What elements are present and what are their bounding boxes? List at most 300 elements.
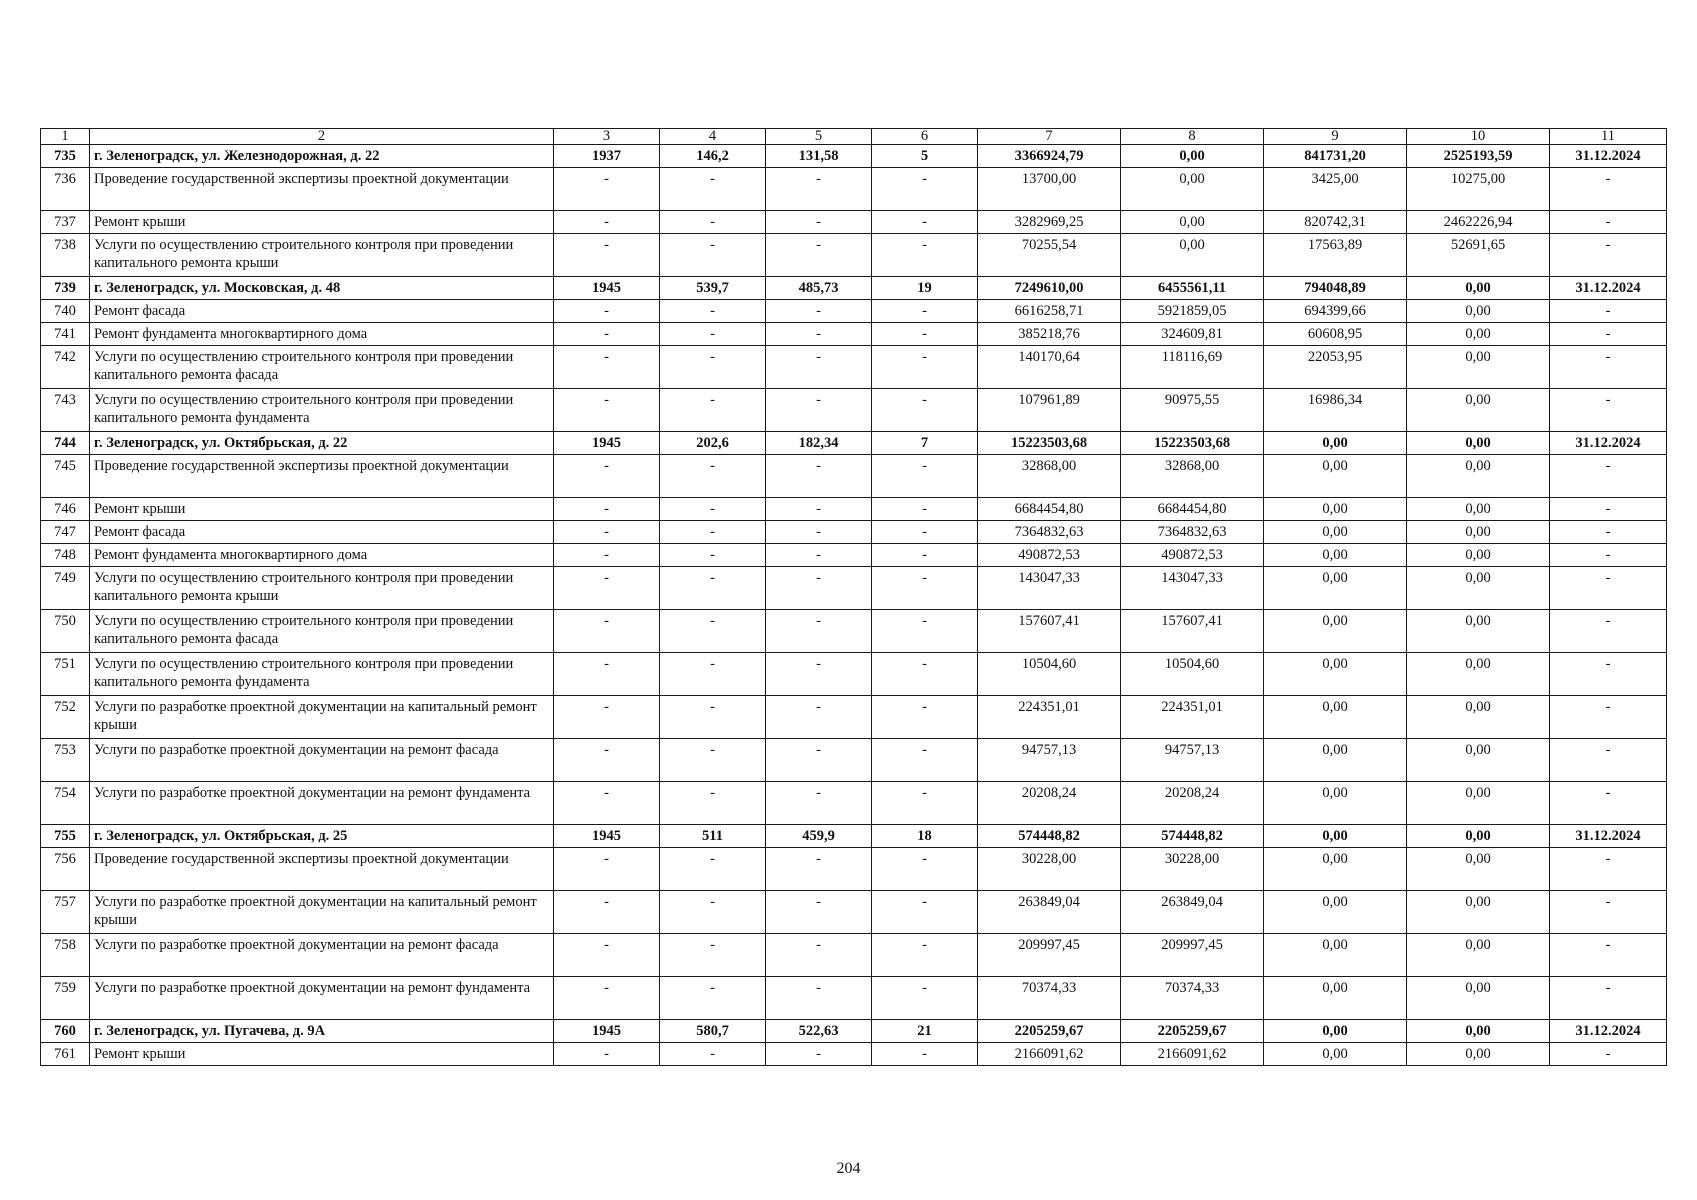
deadline-cell: - <box>1550 891 1667 934</box>
page-number: 204 <box>836 1160 861 1177</box>
year-cell: - <box>554 653 660 696</box>
other-cost-cell: 0,00 <box>1407 653 1550 696</box>
table-row <box>41 739 1667 782</box>
address-row <box>41 145 1667 168</box>
other-cost-cell: 52691,65 <box>1407 234 1550 277</box>
description-cell: Услуги по осуществлению строительного контроля при проведении капитального ремонта фундамента <box>90 389 554 432</box>
other-cost-cell: 0,00 <box>1407 498 1550 521</box>
deadline-cell: - <box>1550 544 1667 567</box>
fund-cost-cell: 574448,82 <box>1121 825 1264 848</box>
address-row <box>41 1020 1667 1043</box>
deadline-cell: - <box>1550 323 1667 346</box>
row-number-cell: 755 <box>41 825 90 848</box>
owner-cost-cell: 16986,34 <box>1264 389 1407 432</box>
total-area-cell: - <box>660 848 766 891</box>
year-cell: - <box>554 1043 660 1066</box>
other-cost-cell: 0,00 <box>1407 455 1550 498</box>
residents-cell: - <box>872 934 978 977</box>
deadline-cell: 31.12.2024 <box>1550 1020 1667 1043</box>
year-cell: 1945 <box>554 825 660 848</box>
owner-cost-cell: 694399,66 <box>1264 300 1407 323</box>
fund-cost-cell: 490872,53 <box>1121 544 1264 567</box>
other-cost-cell: 0,00 <box>1407 277 1550 300</box>
row-number-cell: 756 <box>41 848 90 891</box>
living-area-cell: - <box>766 1043 872 1066</box>
fund-cost-cell: 20208,24 <box>1121 782 1264 825</box>
living-area-cell: - <box>766 346 872 389</box>
total-cost-cell: 30228,00 <box>978 848 1121 891</box>
row-number-cell: 758 <box>41 934 90 977</box>
deadline-cell: - <box>1550 567 1667 610</box>
deadline-cell: - <box>1550 782 1667 825</box>
living-area-cell: - <box>766 848 872 891</box>
other-cost-cell: 0,00 <box>1407 848 1550 891</box>
living-area-cell: 522,63 <box>766 1020 872 1043</box>
deadline-cell: - <box>1550 977 1667 1020</box>
residents-cell: - <box>872 1043 978 1066</box>
year-cell: - <box>554 521 660 544</box>
row-number-cell: 735 <box>41 145 90 168</box>
other-cost-cell: 0,00 <box>1407 825 1550 848</box>
living-area-cell: - <box>766 977 872 1020</box>
year-cell: - <box>554 544 660 567</box>
living-area-cell: - <box>766 455 872 498</box>
table-row <box>41 498 1667 521</box>
total-cost-cell: 574448,82 <box>978 825 1121 848</box>
other-cost-cell: 0,00 <box>1407 934 1550 977</box>
column-header: 9 <box>1264 129 1407 145</box>
column-header: 7 <box>978 129 1121 145</box>
other-cost-cell: 0,00 <box>1407 432 1550 455</box>
table-row <box>41 977 1667 1020</box>
other-cost-cell: 2462226,94 <box>1407 211 1550 234</box>
year-cell: - <box>554 168 660 211</box>
other-cost-cell: 0,00 <box>1407 610 1550 653</box>
year-cell: - <box>554 300 660 323</box>
living-area-cell: 182,34 <box>766 432 872 455</box>
row-number-cell: 743 <box>41 389 90 432</box>
living-area-cell: 485,73 <box>766 277 872 300</box>
total-cost-cell: 7364832,63 <box>978 521 1121 544</box>
fund-cost-cell: 6455561,11 <box>1121 277 1264 300</box>
total-area-cell: - <box>660 168 766 211</box>
total-area-cell: - <box>660 1043 766 1066</box>
other-cost-cell: 0,00 <box>1407 300 1550 323</box>
owner-cost-cell: 0,00 <box>1264 1043 1407 1066</box>
owner-cost-cell: 17563,89 <box>1264 234 1407 277</box>
total-cost-cell: 3282969,25 <box>978 211 1121 234</box>
total-area-cell: - <box>660 455 766 498</box>
living-area-cell: - <box>766 934 872 977</box>
row-number-cell: 736 <box>41 168 90 211</box>
fund-cost-cell: 7364832,63 <box>1121 521 1264 544</box>
description-cell: Услуги по осуществлению строительного контроля при проведении капитального ремонта крыши <box>90 567 554 610</box>
row-number-cell: 737 <box>41 211 90 234</box>
fund-cost-cell: 30228,00 <box>1121 848 1264 891</box>
total-area-cell: - <box>660 696 766 739</box>
owner-cost-cell: 0,00 <box>1264 567 1407 610</box>
other-cost-cell: 0,00 <box>1407 323 1550 346</box>
owner-cost-cell: 0,00 <box>1264 653 1407 696</box>
deadline-cell: 31.12.2024 <box>1550 277 1667 300</box>
owner-cost-cell: 820742,31 <box>1264 211 1407 234</box>
table-row <box>41 521 1667 544</box>
row-number-cell: 745 <box>41 455 90 498</box>
deadline-cell: - <box>1550 1043 1667 1066</box>
fund-cost-cell: 10504,60 <box>1121 653 1264 696</box>
owner-cost-cell: 0,00 <box>1264 848 1407 891</box>
row-number-cell: 753 <box>41 739 90 782</box>
table-row <box>41 168 1667 211</box>
total-cost-cell: 143047,33 <box>978 567 1121 610</box>
year-cell: 1945 <box>554 432 660 455</box>
description-cell: Услуги по разработке проектной документации на ремонт фасада <box>90 934 554 977</box>
total-area-cell: - <box>660 234 766 277</box>
other-cost-cell: 0,00 <box>1407 891 1550 934</box>
total-cost-cell: 94757,13 <box>978 739 1121 782</box>
deadline-cell: - <box>1550 211 1667 234</box>
living-area-cell: - <box>766 234 872 277</box>
total-area-cell: 539,7 <box>660 277 766 300</box>
total-cost-cell: 157607,41 <box>978 610 1121 653</box>
description-cell: Ремонт крыши <box>90 211 554 234</box>
description-cell: г. Зеленоградск, ул. Московская, д. 48 <box>90 277 554 300</box>
owner-cost-cell: 0,00 <box>1264 977 1407 1020</box>
year-cell: - <box>554 739 660 782</box>
year-cell: - <box>554 934 660 977</box>
total-area-cell: - <box>660 346 766 389</box>
residents-cell: - <box>872 455 978 498</box>
other-cost-cell: 0,00 <box>1407 1043 1550 1066</box>
year-cell: - <box>554 977 660 1020</box>
table-row <box>41 696 1667 739</box>
residents-cell: - <box>872 346 978 389</box>
owner-cost-cell: 841731,20 <box>1264 145 1407 168</box>
total-cost-cell: 209997,45 <box>978 934 1121 977</box>
table-row <box>41 389 1667 432</box>
total-cost-cell: 224351,01 <box>978 696 1121 739</box>
total-cost-cell: 20208,24 <box>978 782 1121 825</box>
owner-cost-cell: 0,00 <box>1264 610 1407 653</box>
fund-cost-cell: 94757,13 <box>1121 739 1264 782</box>
residents-cell: - <box>872 739 978 782</box>
table-row <box>41 934 1667 977</box>
description-cell: Услуги по разработке проектной документации на ремонт фасада <box>90 739 554 782</box>
deadline-cell: - <box>1550 653 1667 696</box>
owner-cost-cell: 0,00 <box>1264 739 1407 782</box>
residents-cell: - <box>872 323 978 346</box>
owner-cost-cell: 3425,00 <box>1264 168 1407 211</box>
total-cost-cell: 2205259,67 <box>978 1020 1121 1043</box>
total-cost-cell: 385218,76 <box>978 323 1121 346</box>
owner-cost-cell: 0,00 <box>1264 934 1407 977</box>
row-number-cell: 742 <box>41 346 90 389</box>
total-cost-cell: 140170,64 <box>978 346 1121 389</box>
total-area-cell: 146,2 <box>660 145 766 168</box>
description-cell: г. Зеленоградск, ул. Октябрьская, д. 22 <box>90 432 554 455</box>
description-cell: г. Зеленоградск, ул. Железнодорожная, д. 22 <box>90 145 554 168</box>
table-row <box>41 346 1667 389</box>
owner-cost-cell: 0,00 <box>1264 1020 1407 1043</box>
fund-cost-cell: 0,00 <box>1121 168 1264 211</box>
column-number-header-row <box>41 129 1667 145</box>
fund-cost-cell: 90975,55 <box>1121 389 1264 432</box>
residents-cell: - <box>872 498 978 521</box>
total-area-cell: - <box>660 521 766 544</box>
description-cell: Услуги по разработке проектной документации на капитальный ремонт крыши <box>90 696 554 739</box>
total-cost-cell: 2166091,62 <box>978 1043 1121 1066</box>
table-body <box>41 129 1667 1066</box>
table-row <box>41 891 1667 934</box>
other-cost-cell: 2525193,59 <box>1407 145 1550 168</box>
owner-cost-cell: 0,00 <box>1264 432 1407 455</box>
year-cell: - <box>554 696 660 739</box>
other-cost-cell: 0,00 <box>1407 346 1550 389</box>
other-cost-cell: 0,00 <box>1407 389 1550 432</box>
row-number-cell: 741 <box>41 323 90 346</box>
description-cell: Услуги по осуществлению строительного контроля при проведении капитального ремонта фасада <box>90 610 554 653</box>
fund-cost-cell: 157607,41 <box>1121 610 1264 653</box>
living-area-cell: - <box>766 323 872 346</box>
row-number-cell: 747 <box>41 521 90 544</box>
column-header: 2 <box>90 129 554 145</box>
deadline-cell: - <box>1550 934 1667 977</box>
owner-cost-cell: 0,00 <box>1264 891 1407 934</box>
total-cost-cell: 6616258,71 <box>978 300 1121 323</box>
column-header: 3 <box>554 129 660 145</box>
owner-cost-cell: 0,00 <box>1264 544 1407 567</box>
description-cell: Ремонт крыши <box>90 1043 554 1066</box>
residents-cell: - <box>872 610 978 653</box>
description-cell: Услуги по осуществлению строительного контроля при проведении капитального ремонта фундамента <box>90 653 554 696</box>
deadline-cell: - <box>1550 521 1667 544</box>
description-cell: Ремонт крыши <box>90 498 554 521</box>
row-number-cell: 751 <box>41 653 90 696</box>
table-row <box>41 610 1667 653</box>
description-cell: Услуги по осуществлению строительного контроля при проведении капитального ремонта крыши <box>90 234 554 277</box>
description-cell: Ремонт фундамента многоквартирного дома <box>90 544 554 567</box>
description-cell: г. Зеленоградск, ул. Октябрьская, д. 25 <box>90 825 554 848</box>
row-number-cell: 749 <box>41 567 90 610</box>
living-area-cell: - <box>766 567 872 610</box>
deadline-cell: - <box>1550 300 1667 323</box>
residents-cell: - <box>872 848 978 891</box>
residents-cell: - <box>872 300 978 323</box>
fund-cost-cell: 0,00 <box>1121 234 1264 277</box>
residents-cell: - <box>872 782 978 825</box>
row-number-cell: 738 <box>41 234 90 277</box>
residents-cell: 7 <box>872 432 978 455</box>
description-cell: Услуги по осуществлению строительного контроля при проведении капитального ремонта фасада <box>90 346 554 389</box>
table-row <box>41 211 1667 234</box>
total-area-cell: - <box>660 977 766 1020</box>
total-area-cell: - <box>660 567 766 610</box>
other-cost-cell: 0,00 <box>1407 521 1550 544</box>
row-number-cell: 752 <box>41 696 90 739</box>
fund-cost-cell: 5921859,05 <box>1121 300 1264 323</box>
total-area-cell: - <box>660 389 766 432</box>
living-area-cell: - <box>766 891 872 934</box>
table-row <box>41 323 1667 346</box>
owner-cost-cell: 0,00 <box>1264 521 1407 544</box>
total-cost-cell: 263849,04 <box>978 891 1121 934</box>
description-cell: Ремонт фундамента многоквартирного дома <box>90 323 554 346</box>
year-cell: - <box>554 891 660 934</box>
owner-cost-cell: 0,00 <box>1264 825 1407 848</box>
residents-cell: - <box>872 389 978 432</box>
residents-cell: - <box>872 567 978 610</box>
total-area-cell: 202,6 <box>660 432 766 455</box>
year-cell: 1945 <box>554 277 660 300</box>
deadline-cell: 31.12.2024 <box>1550 145 1667 168</box>
deadline-cell: - <box>1550 696 1667 739</box>
year-cell: 1937 <box>554 145 660 168</box>
living-area-cell: - <box>766 653 872 696</box>
table-row <box>41 782 1667 825</box>
deadline-cell: - <box>1550 389 1667 432</box>
row-number-cell: 759 <box>41 977 90 1020</box>
deadline-cell: - <box>1550 346 1667 389</box>
description-cell: Проведение государственной экспертизы проектной документации <box>90 455 554 498</box>
living-area-cell: - <box>766 610 872 653</box>
living-area-cell: - <box>766 498 872 521</box>
other-cost-cell: 0,00 <box>1407 977 1550 1020</box>
other-cost-cell: 10275,00 <box>1407 168 1550 211</box>
description-cell: Ремонт фасада <box>90 521 554 544</box>
residents-cell: - <box>872 891 978 934</box>
total-area-cell: - <box>660 891 766 934</box>
owner-cost-cell: 0,00 <box>1264 498 1407 521</box>
total-cost-cell: 107961,89 <box>978 389 1121 432</box>
total-cost-cell: 32868,00 <box>978 455 1121 498</box>
year-cell: - <box>554 323 660 346</box>
deadline-cell: - <box>1550 739 1667 782</box>
living-area-cell: - <box>766 696 872 739</box>
row-number-cell: 757 <box>41 891 90 934</box>
row-number-cell: 760 <box>41 1020 90 1043</box>
fund-cost-cell: 2205259,67 <box>1121 1020 1264 1043</box>
total-area-cell: - <box>660 934 766 977</box>
deadline-cell: - <box>1550 848 1667 891</box>
residents-cell: - <box>872 211 978 234</box>
description-cell: г. Зеленоградск, ул. Пугачева, д. 9А <box>90 1020 554 1043</box>
fund-cost-cell: 209997,45 <box>1121 934 1264 977</box>
fund-cost-cell: 15223503,68 <box>1121 432 1264 455</box>
description-cell: Ремонт фасада <box>90 300 554 323</box>
column-header: 5 <box>766 129 872 145</box>
total-area-cell: 511 <box>660 825 766 848</box>
table-row <box>41 455 1667 498</box>
year-cell: - <box>554 848 660 891</box>
residents-cell: - <box>872 977 978 1020</box>
living-area-cell: - <box>766 521 872 544</box>
year-cell: - <box>554 782 660 825</box>
total-cost-cell: 70255,54 <box>978 234 1121 277</box>
residents-cell: - <box>872 544 978 567</box>
living-area-cell: - <box>766 168 872 211</box>
fund-cost-cell: 143047,33 <box>1121 567 1264 610</box>
total-cost-cell: 7249610,00 <box>978 277 1121 300</box>
total-cost-cell: 10504,60 <box>978 653 1121 696</box>
fund-cost-cell: 263849,04 <box>1121 891 1264 934</box>
owner-cost-cell: 0,00 <box>1264 455 1407 498</box>
fund-cost-cell: 2166091,62 <box>1121 1043 1264 1066</box>
living-area-cell: - <box>766 782 872 825</box>
living-area-cell: - <box>766 211 872 234</box>
fund-cost-cell: 224351,01 <box>1121 696 1264 739</box>
owner-cost-cell: 22053,95 <box>1264 346 1407 389</box>
owner-cost-cell: 794048,89 <box>1264 277 1407 300</box>
total-cost-cell: 70374,33 <box>978 977 1121 1020</box>
residents-cell: - <box>872 653 978 696</box>
table-row <box>41 567 1667 610</box>
other-cost-cell: 0,00 <box>1407 544 1550 567</box>
row-number-cell: 739 <box>41 277 90 300</box>
description-cell: Услуги по разработке проектной документации на ремонт фундамента <box>90 977 554 1020</box>
column-header: 10 <box>1407 129 1550 145</box>
living-area-cell: - <box>766 300 872 323</box>
fund-cost-cell: 70374,33 <box>1121 977 1264 1020</box>
table-row <box>41 848 1667 891</box>
deadline-cell: 31.12.2024 <box>1550 825 1667 848</box>
column-header: 4 <box>660 129 766 145</box>
other-cost-cell: 0,00 <box>1407 782 1550 825</box>
deadline-cell: - <box>1550 498 1667 521</box>
total-area-cell: - <box>660 323 766 346</box>
year-cell: - <box>554 234 660 277</box>
owner-cost-cell: 0,00 <box>1264 696 1407 739</box>
fund-cost-cell: 324609,81 <box>1121 323 1264 346</box>
row-number-cell: 740 <box>41 300 90 323</box>
deadline-cell: - <box>1550 234 1667 277</box>
residents-cell: - <box>872 521 978 544</box>
description-cell: Проведение государственной экспертизы проектной документации <box>90 168 554 211</box>
living-area-cell: - <box>766 739 872 782</box>
row-number-cell: 754 <box>41 782 90 825</box>
description-cell: Проведение государственной экспертизы проектной документации <box>90 848 554 891</box>
year-cell: - <box>554 346 660 389</box>
address-row <box>41 825 1667 848</box>
total-cost-cell: 15223503,68 <box>978 432 1121 455</box>
residents-cell: 5 <box>872 145 978 168</box>
address-row <box>41 277 1667 300</box>
row-number-cell: 750 <box>41 610 90 653</box>
living-area-cell: 459,9 <box>766 825 872 848</box>
total-area-cell: - <box>660 653 766 696</box>
total-area-cell: - <box>660 739 766 782</box>
fund-cost-cell: 32868,00 <box>1121 455 1264 498</box>
deadline-cell: - <box>1550 610 1667 653</box>
total-area-cell: - <box>660 211 766 234</box>
year-cell: - <box>554 389 660 432</box>
residents-cell: 19 <box>872 277 978 300</box>
total-area-cell: - <box>660 544 766 567</box>
living-area-cell: - <box>766 389 872 432</box>
table-row <box>41 300 1667 323</box>
total-area-cell: - <box>660 610 766 653</box>
column-header: 1 <box>41 129 90 145</box>
deadline-cell: - <box>1550 455 1667 498</box>
row-number-cell: 746 <box>41 498 90 521</box>
deadline-cell: 31.12.2024 <box>1550 432 1667 455</box>
total-cost-cell: 490872,53 <box>978 544 1121 567</box>
deadline-cell: - <box>1550 168 1667 211</box>
table-row <box>41 1043 1667 1066</box>
living-area-cell: 131,58 <box>766 145 872 168</box>
owner-cost-cell: 60608,95 <box>1264 323 1407 346</box>
year-cell: - <box>554 498 660 521</box>
fund-cost-cell: 118116,69 <box>1121 346 1264 389</box>
